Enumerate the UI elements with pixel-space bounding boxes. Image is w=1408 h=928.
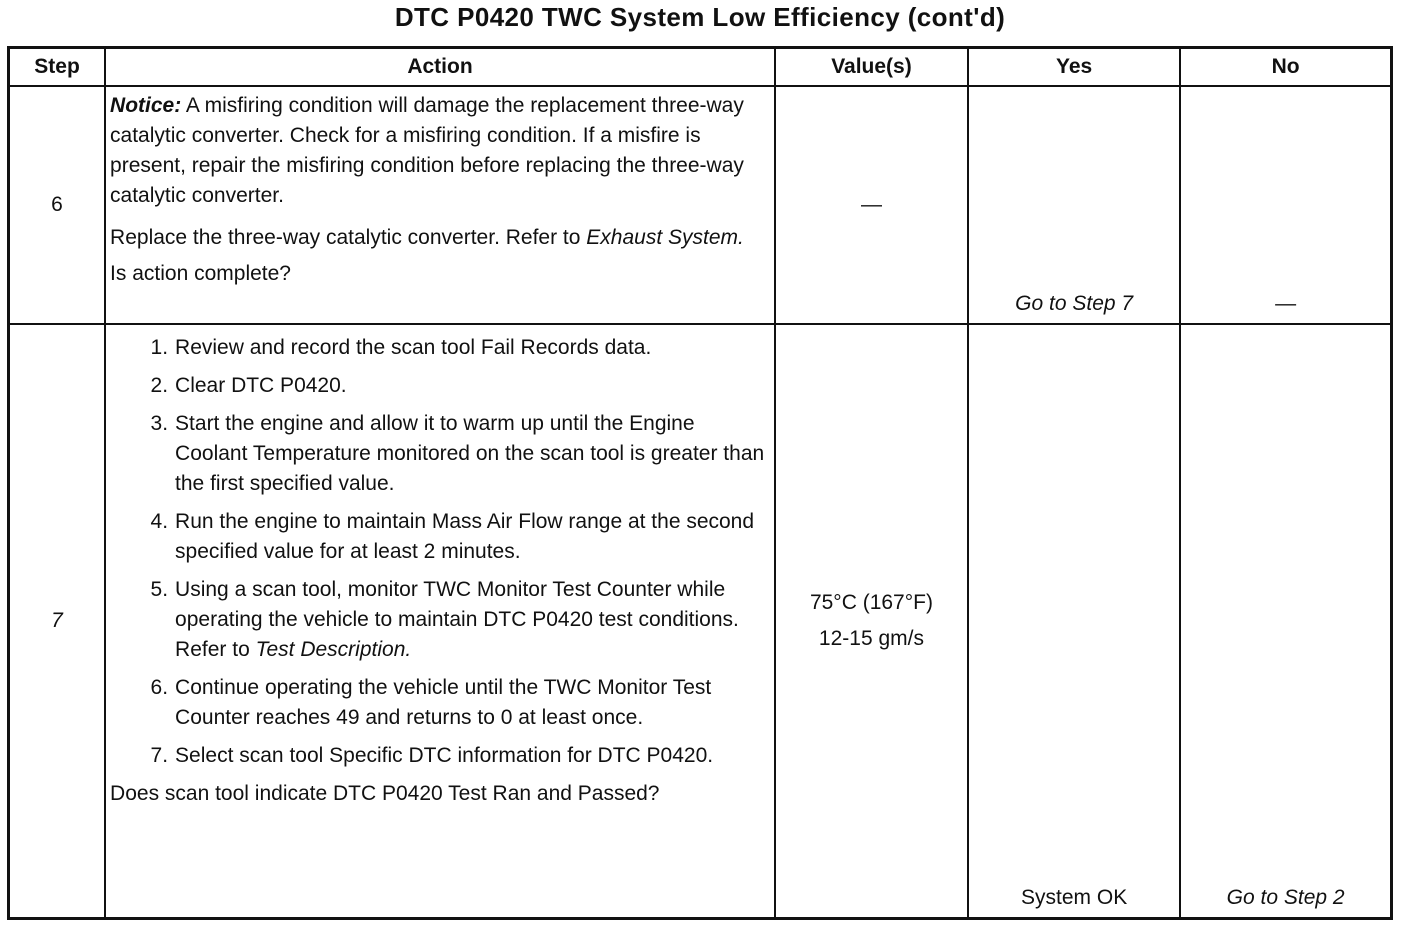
list-item: 5. Using a scan tool, monitor TWC Monitor Test Counter while operating the vehicle to maintain DTC P0420 test conditions. Refer to Test Description. <box>150 578 739 661</box>
list-item: 2. Clear DTC P0420. <box>150 374 347 397</box>
header-yes: Yes <box>968 48 1180 87</box>
value-cell <box>775 324 968 918</box>
action-question: Does scan tool indicate DTC P0420 Test Ran and Passed? <box>110 782 660 805</box>
page-title: DTC P0420 TWC System Low Efficiency (cont'd) <box>394 2 1006 32</box>
no-cell: Go to Step 2 <box>1180 324 1391 918</box>
procedure-list <box>110 333 768 771</box>
value-cell: — <box>775 86 968 324</box>
notice-label: Notice: <box>110 94 182 117</box>
table-row-step-6 <box>9 86 1392 324</box>
replace-paragraph <box>110 223 768 253</box>
replace-text: Replace the three-way catalytic converter. Refer to <box>110 226 587 249</box>
action-cell <box>105 324 775 918</box>
diagnostic-table <box>7 46 1393 920</box>
list-item: 3. Start the engine and allow it to warm up until the Engine Coolant Temperature monitored on the scan tool is greater than the first specified value. <box>150 412 765 495</box>
test-description-reference: Test Description. <box>255 638 412 661</box>
notice-text: A misfiring condition will damage the replacement three-way catalytic converter. Check for a misfiring condition. If a misfire is present, repair the misfiring condition before replacing the three-way catalytic converter. <box>110 94 744 207</box>
header-step: Step <box>9 48 106 87</box>
coolant-temperature-value: 75°C (167°F) <box>809 590 933 614</box>
header-no: No <box>1180 48 1391 87</box>
mass-air-flow-value: 12-15 gm/s <box>818 626 924 650</box>
header-values: Value(s) <box>775 48 968 87</box>
exhaust-system-reference: Exhaust System. <box>586 226 744 249</box>
yes-cell: Go to Step 7 <box>968 86 1180 324</box>
list-item: 7. Select scan tool Specific DTC information for DTC P0420. <box>150 744 714 767</box>
step-number: 6 <box>9 86 106 324</box>
action-question: Is action complete? <box>110 262 291 285</box>
list-item: 6. Continue operating the vehicle until the TWC Monitor Test Counter reaches 49 and returns to 0 at least once. <box>150 676 712 729</box>
list-item: 4. Run the engine to maintain Mass Air Flow range at the second specified value for at least 2 minutes. <box>150 510 755 563</box>
table-row-step-7 <box>9 324 1392 918</box>
header-action: Action <box>105 48 775 87</box>
list-item: 1. Review and record the scan tool Fail Records data. <box>150 336 652 359</box>
step-number: 7 <box>9 324 106 918</box>
notice-paragraph <box>110 91 768 211</box>
no-cell: — <box>1180 86 1391 324</box>
header-row <box>9 48 1392 87</box>
yes-cell: System OK <box>968 324 1180 918</box>
action-cell <box>105 86 775 324</box>
